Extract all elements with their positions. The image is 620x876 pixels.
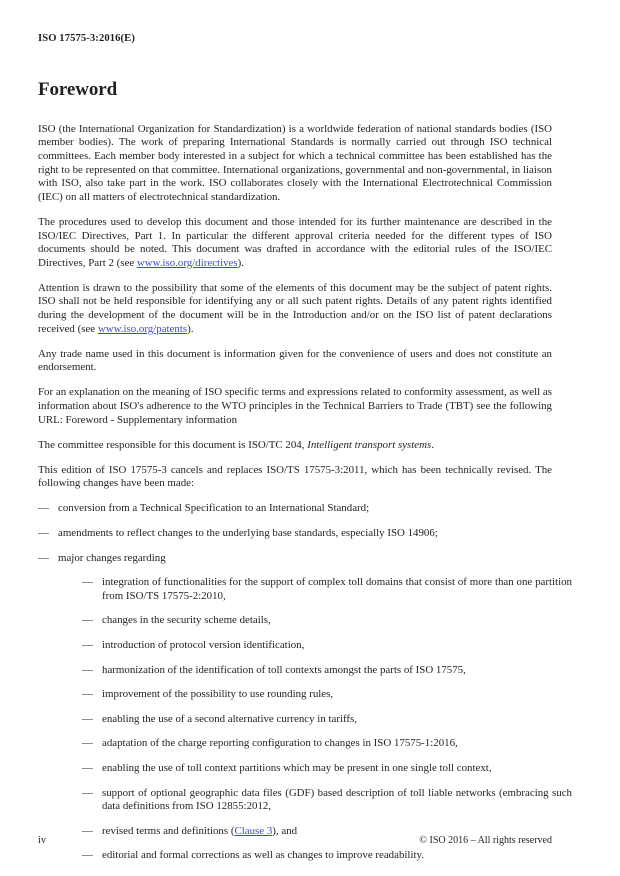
dash-bullet: — bbox=[82, 824, 93, 837]
list-item bbox=[38, 551, 572, 863]
list-item-label: harmonization of the identification of toll contexts amongst the parts of ISO 17575, bbox=[102, 663, 466, 676]
paragraph-wto-tbt: For an explanation on the meaning of ISO specific terms and expressions related to conformity assessment, as well as information about ISO's adherence to the WTO principles in the Technical Barriers to Trade (TBT) see the following URL: Foreword - Supplementary information bbox=[38, 386, 552, 426]
dash-bullet: — bbox=[82, 786, 93, 799]
dash-bullet: — bbox=[82, 688, 93, 701]
paragraph-procedures-text-after: ). bbox=[237, 256, 244, 269]
list-item-label: support of optional geographic data files (GDF) based description of toll liable networks (embracing such data definitions from ISO 12855:2012, bbox=[102, 786, 572, 813]
paragraph-patent-rights-text-before: Attention is drawn to the possibility that some of the elements of this document may be the subject of patent rights. ISO shall not be held responsible for identifying any or all such patent rights. Details of any patent rights identified during the development of the document will be in the Introduction and/or on the ISO list of patent declarations received (see bbox=[38, 281, 552, 335]
list-item-label: major changes regarding bbox=[58, 551, 166, 564]
paragraph-procedures bbox=[38, 216, 552, 270]
dash-bullet: — bbox=[82, 576, 93, 589]
list-item-label: conversion from a Technical Specification to an International Standard; bbox=[58, 502, 370, 515]
list-item-label: changes in the security scheme details, bbox=[102, 614, 271, 627]
list-item-label: integration of functionalities for the support of complex toll domains that consist of more than one partition from ISO/TS 17575-2:2010, bbox=[102, 576, 572, 602]
copyright-notice: © ISO 2016 – All rights reserved bbox=[419, 835, 552, 846]
dash-bullet: — bbox=[38, 551, 49, 564]
list-item bbox=[82, 576, 572, 603]
dash-bullet: — bbox=[38, 502, 49, 515]
paragraph-edition-changes: This edition of ISO 17575-3 cancels and replaces ISO/TS 17575-3:2011, which has been technically revised. The following changes have been made: bbox=[38, 463, 552, 490]
list-item bbox=[82, 664, 572, 678]
list-item bbox=[82, 762, 572, 776]
major-changes-sublist bbox=[82, 576, 572, 863]
committee-title-italic: Intelligent transport systems bbox=[307, 438, 432, 451]
list-item bbox=[38, 502, 552, 516]
paragraph-committee-text-after: . bbox=[431, 438, 434, 451]
list-item bbox=[38, 527, 552, 541]
page-number: iv bbox=[38, 835, 46, 846]
page-title: Foreword bbox=[38, 79, 118, 100]
dash-bullet: — bbox=[82, 737, 93, 750]
dash-bullet: — bbox=[82, 849, 93, 862]
list-item-label: enabling the use of toll context partitions which may be present in one single toll context, bbox=[102, 761, 492, 774]
list-item-label: amendments to reflect changes to the underlying base standards, especially ISO 14906; bbox=[58, 527, 438, 540]
list-item-label-before: revised terms and definitions ( bbox=[102, 824, 235, 837]
list-item bbox=[82, 849, 572, 863]
list-item-label: editorial and formal corrections as well as changes to improve readability. bbox=[102, 849, 424, 862]
dash-bullet: — bbox=[82, 761, 93, 774]
list-item bbox=[82, 614, 572, 628]
page-footer bbox=[38, 835, 552, 846]
dash-bullet: — bbox=[82, 712, 93, 725]
paragraph-procedures-text-before: The procedures used to develop this document and those intended for its further maintenance are described in the ISO/IEC Directives, Part 1. In particular the different approval criteria needed for the different types of ISO documents should be noted. This document was drafted in accordance with the editorial rules of the ISO/IEC Directives, Part 2 (see bbox=[38, 215, 552, 269]
list-item-label: enabling the use of a second alternative currency in tariffs, bbox=[102, 712, 358, 725]
page-content bbox=[38, 79, 572, 874]
link-clause-3[interactable]: Clause 3 bbox=[234, 824, 273, 837]
list-item bbox=[82, 688, 572, 702]
paragraph-patent-rights bbox=[38, 282, 552, 336]
running-head: ISO 17575-3:2016(E) bbox=[38, 33, 135, 44]
list-item-label: adaptation of the charge reporting configuration to changes in ISO 17575-1:2016, bbox=[102, 737, 458, 750]
dash-bullet: — bbox=[82, 639, 93, 652]
dash-bullet: — bbox=[82, 663, 93, 676]
paragraph-trade-name: Any trade name used in this document is information given for the convenience of users and does not constitute an endorsement. bbox=[38, 347, 552, 374]
list-item-label-after: ), and bbox=[272, 824, 298, 837]
dash-bullet: — bbox=[38, 527, 49, 540]
dash-bullet: — bbox=[82, 614, 93, 627]
paragraph-iso-description: ISO (the International Organization for Standardization) is a worldwide federation of national standards bodies (ISO member bodies). The work of preparing International Standards is normally carried out through ISO technical committees. Each member body interested in a subject for which a technical committee has been established has the right to be represented on that committee. International organizations, governmental and non-governmental, in liaison with ISO, also take part in the work. ISO collaborates closely with the International Electrotechnical Commission (IEC) on all matters of electrotechnical standardization. bbox=[38, 122, 552, 203]
link-iso-directives[interactable]: www.iso.org/directives bbox=[136, 256, 238, 269]
list-item-label: improvement of the possibility to use rounding rules, bbox=[102, 688, 334, 701]
list-item bbox=[82, 639, 572, 653]
list-item bbox=[82, 737, 572, 751]
list-item bbox=[82, 713, 572, 727]
changes-list bbox=[38, 502, 572, 863]
link-iso-patents[interactable]: www.iso.org/patents bbox=[97, 322, 188, 335]
paragraph-committee-text-before: The committee responsible for this document is ISO/TC 204, bbox=[38, 438, 308, 451]
list-item bbox=[82, 787, 572, 814]
paragraph-committee bbox=[38, 439, 552, 453]
list-item-label: introduction of protocol version identification, bbox=[102, 639, 305, 652]
paragraph-patent-rights-text-after: ). bbox=[187, 322, 194, 335]
